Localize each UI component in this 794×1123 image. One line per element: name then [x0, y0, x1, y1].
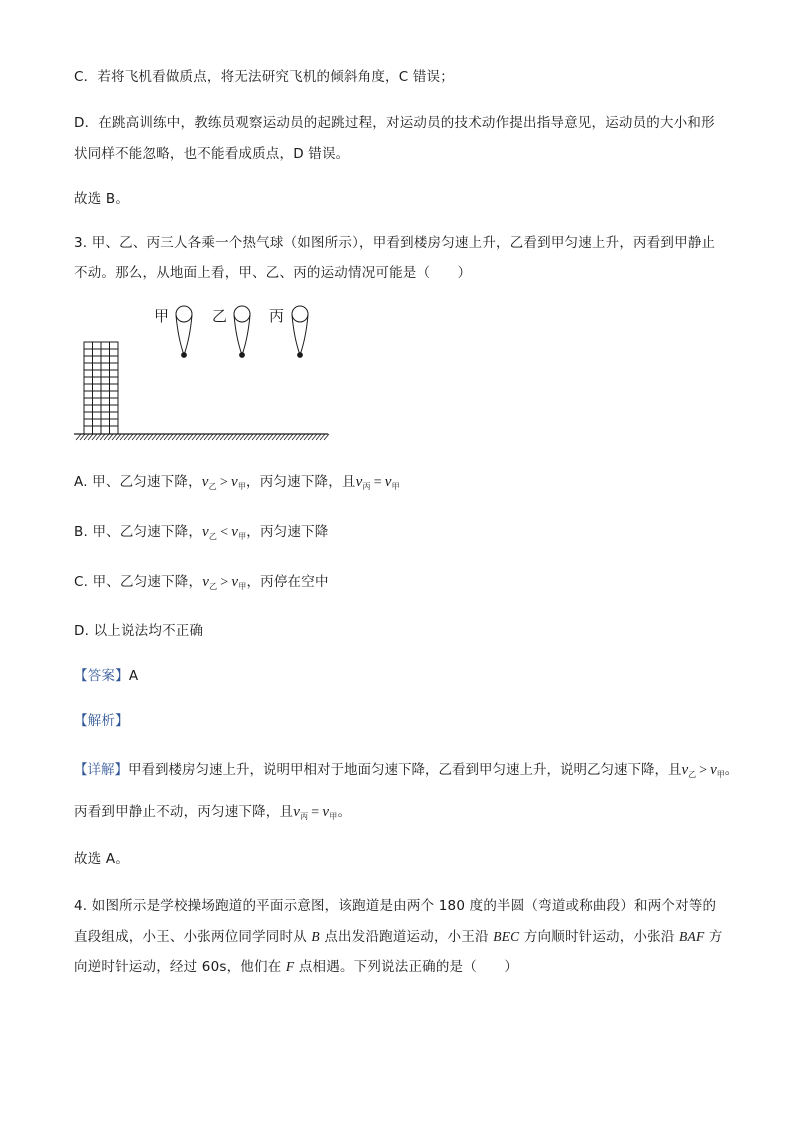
path-baf: BAF — [679, 929, 705, 944]
balloon-yi — [234, 306, 250, 357]
sub-jia: 甲 — [716, 770, 725, 779]
sub-bing: 丙 — [362, 482, 371, 491]
label-jia: 甲 — [154, 307, 170, 325]
q4-text: 向逆时针运动，经过 60s，他们在 — [74, 959, 286, 975]
op-lt: < — [220, 525, 229, 540]
option-c-text: C. 甲、乙匀速下降， — [74, 574, 203, 590]
op-gt: > — [220, 575, 229, 590]
answer-value: A — [128, 668, 139, 684]
label-bing: 丙 — [269, 307, 285, 325]
q4-text: 直段组成，小王、小张两位同学同时从 — [74, 929, 312, 945]
line-d-previous-2: 状同样不能忽略，也不能看成质点，D 错误。 — [74, 146, 350, 162]
line-choose-a: 故选 A。 — [74, 851, 130, 867]
var-v: v — [231, 524, 239, 540]
var-v: v — [293, 804, 301, 820]
line-d-previous-1: D．在跳高训练中，教练员观察运动员的起跳过程，对运动员的技术动作提出指导意见，运动员的大小和形 — [74, 115, 715, 131]
detail-end-1: 。 — [724, 762, 739, 778]
var-v: v — [231, 574, 239, 590]
building — [84, 342, 118, 434]
detail-end-2: 。 — [337, 804, 352, 820]
question-3-line-1: 3. 甲、乙、丙三人各乘一个热气球（如图所示），甲看到楼房匀速上升，乙看到甲匀速上升，丙看到甲静止 — [74, 235, 716, 251]
q4-text: 方 — [704, 929, 723, 945]
var-v: v — [710, 762, 717, 778]
var-v: v — [202, 524, 209, 540]
sub-yi: 乙 — [208, 532, 218, 541]
sub-yi: 乙 — [688, 770, 697, 779]
sub-jia: 甲 — [391, 482, 400, 491]
option-c — [74, 573, 329, 596]
sub-yi: 乙 — [208, 482, 217, 491]
option-d: D. 以上说法均不正确 — [74, 623, 204, 639]
sub-jia: 甲 — [238, 582, 247, 591]
detail-line-2 — [74, 803, 351, 826]
balloon-bing — [292, 306, 308, 357]
answer-tag: 【答案】 — [74, 668, 129, 684]
analysis-tag-text: 【解析】 — [74, 713, 129, 729]
q4-text: 方向顺时针运动，小张沿 — [519, 929, 680, 945]
balloon-jia — [176, 306, 192, 357]
sub-bing: 丙 — [300, 812, 309, 821]
sub-jia: 甲 — [238, 532, 247, 541]
var-v: v — [230, 474, 238, 490]
question-4-line-3 — [74, 958, 518, 976]
option-b-post: ，丙匀速下降 — [246, 524, 329, 540]
path-bec: BEC — [493, 929, 520, 944]
option-c-post: ，丙停在空中 — [246, 574, 329, 590]
option-a — [74, 473, 400, 496]
sub-jia: 甲 — [329, 812, 338, 821]
analysis-tag — [74, 712, 129, 730]
option-b — [74, 523, 328, 546]
var-v: v — [322, 804, 330, 820]
answer-line — [74, 667, 138, 685]
var-v: v — [201, 474, 209, 490]
option-a-text: A. 甲、乙匀速下降， — [74, 474, 202, 490]
detail-text-1: 甲看到楼房匀速上升，说明甲相对于地面匀速下降，乙看到甲匀速上升，说明乙匀速下降，且 — [128, 762, 682, 778]
op-gt: > — [699, 763, 708, 778]
var-v: v — [384, 474, 392, 490]
q4-text: 点相遇。下列说法正确的是（ ） — [294, 959, 519, 975]
sub-yi: 乙 — [209, 582, 218, 591]
point-f: F — [285, 959, 295, 974]
line-c-previous: C．若将飞机看做质点，将无法研究飞机的倾斜角度，C 错误； — [74, 69, 454, 85]
op-gt: > — [219, 475, 228, 490]
label-yi: 乙 — [212, 307, 228, 325]
question-4-line-1: 4. 如图所示是学校操场跑道的平面示意图，该跑道是由两个 180 度的半圆（弯道或称曲段）和两个对等的 — [74, 898, 717, 914]
line-choose-b: 故选 B。 — [74, 191, 130, 207]
option-b-text: B. 甲、乙匀速下降， — [74, 524, 203, 540]
sub-jia: 甲 — [237, 482, 247, 491]
balloon-building-figure — [74, 300, 344, 445]
detail-line-1 — [74, 761, 738, 784]
var-v: v — [355, 474, 363, 490]
option-a-mid: ，丙匀速下降，且 — [246, 474, 356, 490]
question-3-line-2: 不动。那么，从地面上看，甲、乙、丙的运动情况可能是（ ） — [74, 265, 472, 281]
question-4-line-2 — [74, 928, 723, 946]
ground — [74, 434, 329, 440]
op-eq: = — [311, 805, 320, 820]
point-b: B — [311, 929, 320, 944]
detail-text-2: 丙看到甲静止不动，丙匀速下降，且 — [74, 804, 294, 820]
q4-text: 点出发沿跑道运动，小王沿 — [319, 929, 494, 945]
detail-tag: 【详解】 — [74, 762, 128, 778]
var-v: v — [202, 574, 210, 590]
op-eq: = — [373, 475, 382, 490]
var-v: v — [681, 762, 689, 778]
